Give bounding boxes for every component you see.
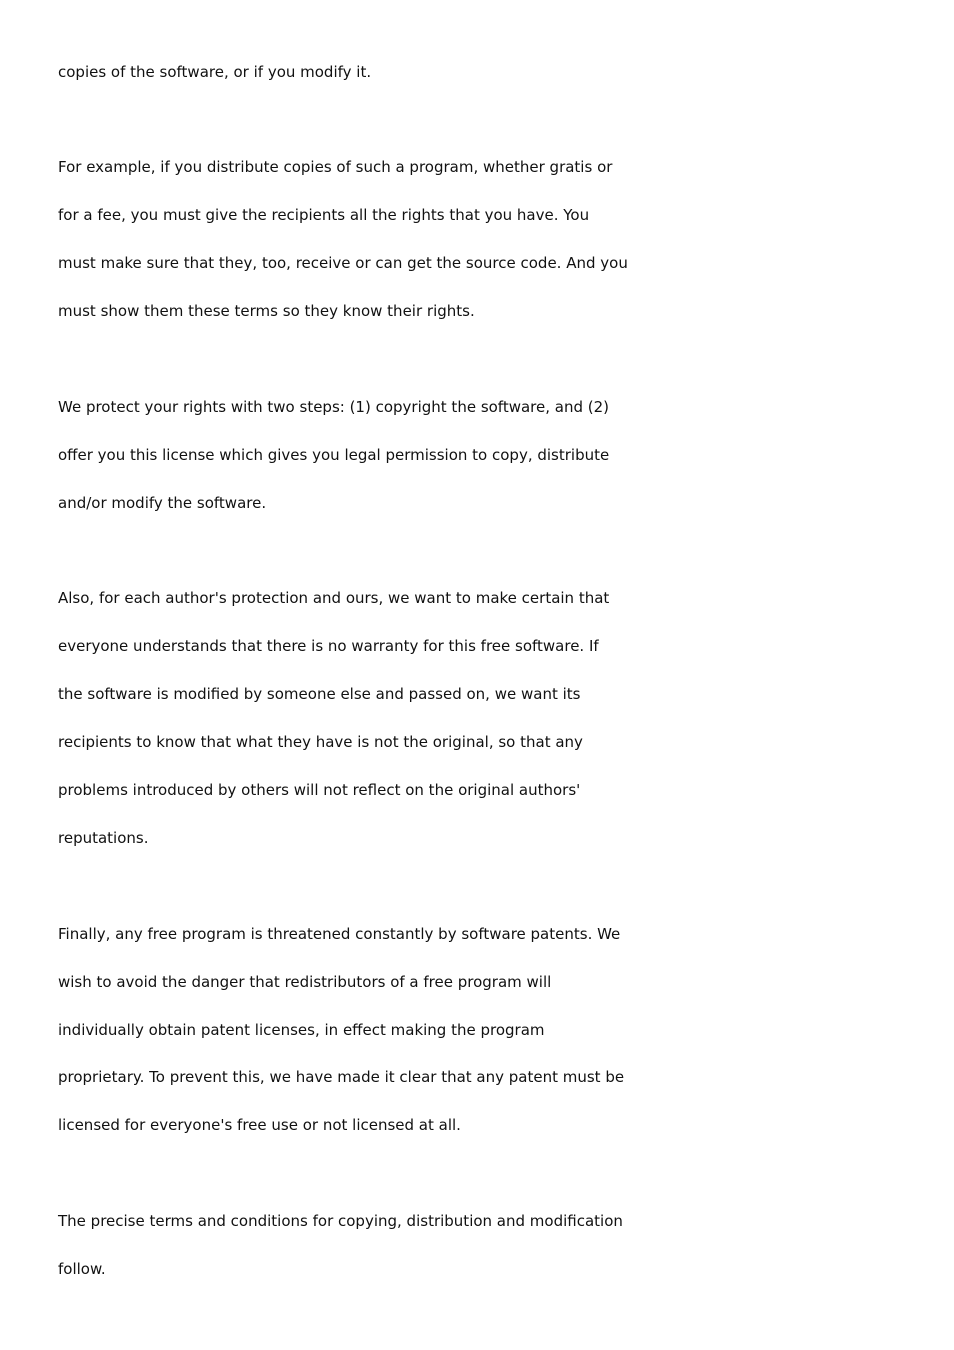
paragraph-6-line-2: follow. (58, 1260, 106, 1278)
paragraph-4-line-5: problems introduced by others will not reflect on the original authors' (58, 781, 581, 799)
paragraph-4-line-2: everyone understands that there is no warranty for this free software. If (58, 637, 599, 655)
paragraph-5-line-1: Finally, any free program is threatened constantly by software patents. We (58, 925, 621, 943)
paragraph-5-line-2: wish to avoid the danger that redistributors of a free program will (58, 973, 552, 991)
paragraph-5-line-4: proprietary. To prevent this, we have made it clear that any patent must be (58, 1068, 625, 1086)
paragraph-5-line-5: licensed for everyone's free use or not licensed at all. (58, 1116, 461, 1134)
paragraph-4-line-6: reputations. (58, 829, 149, 847)
paragraph-3-line-3: and/or modify the software. (58, 494, 267, 512)
paragraph-4-line-4: recipients to know that what they have is not the original, so that any (58, 733, 583, 751)
paragraph-4-line-3: the software is modified by someone else and passed on, we want its (58, 685, 581, 703)
paragraph-6-line-1: The precise terms and conditions for copying, distribution and modification (58, 1212, 623, 1230)
paragraph-3-line-2: offer you this license which gives you legal permission to copy, distribute (58, 446, 610, 464)
paragraph-2-line-4: must show them these terms so they know their rights. (58, 302, 475, 320)
paragraph-1-line-1: copies of the software, or if you modify it. (58, 63, 372, 81)
paragraph-2-line-2: for a fee, you must give the recipients all the rights that you have. You (58, 206, 590, 224)
paragraph-2-line-3: must make sure that they, too, receive or can get the source code. And you (58, 254, 628, 272)
paragraph-3-line-1: We protect your rights with two steps: (1) copyright the software, and (2) (58, 398, 610, 416)
paragraph-2-line-1: For example, if you distribute copies of such a program, whether gratis or (58, 158, 613, 176)
paragraph-4-line-1: Also, for each author's protection and ours, we want to make certain that (58, 589, 610, 607)
paragraph-5-line-3: individually obtain patent licenses, in effect making the program (58, 1021, 545, 1039)
